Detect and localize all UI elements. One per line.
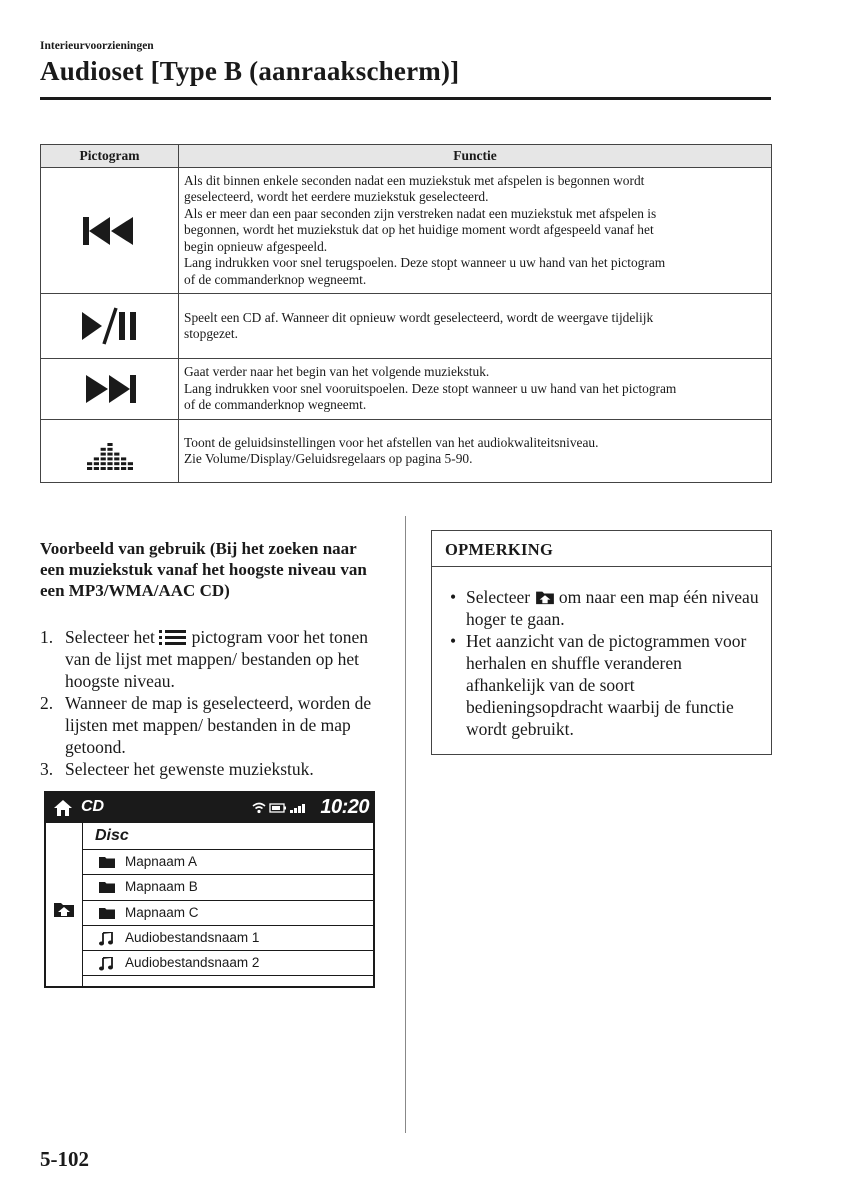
- function-line: of de commanderknop wegneemt.: [184, 271, 367, 287]
- signal-icon: [290, 804, 305, 813]
- function-line: Speelt een CD af. Wanneer dit opnieuw wordt geselecteerd, wordt de weergave tijdelijk: [184, 309, 654, 325]
- step-number: 1.: [40, 627, 54, 647]
- steps-list: [40, 626, 380, 780]
- source-label: CD: [81, 798, 105, 815]
- table-row: [41, 420, 772, 483]
- list-item[interactable]: [83, 901, 373, 926]
- screen-file-list: [83, 823, 373, 986]
- function-line: geselecteerd, wordt het eerdere muziekstuk geselecteerd.: [184, 189, 489, 205]
- function-line: Gaat verder naar het begin van het volgende muziekstuk.: [184, 364, 490, 380]
- note-list: [432, 567, 771, 740]
- column-header-functie: Functie: [179, 145, 772, 168]
- folder-up-icon: [535, 589, 555, 605]
- status-icons: [252, 802, 310, 814]
- function-line: begonnen, wordt het muziekstuk dat op het huidige moment wordt afgespeeld vanaf het: [184, 222, 654, 238]
- note-text: Selecteer: [466, 587, 531, 607]
- list-item: [40, 626, 380, 692]
- bullet: •: [450, 631, 457, 651]
- function-line: Als dit binnen enkele seconden nadat een muziekstuk met afspelen is begonnen wordt: [184, 172, 645, 188]
- step-number: 3.: [40, 759, 54, 779]
- music-note-icon: [99, 932, 113, 946]
- page-number: 5-102: [40, 1147, 89, 1171]
- note-box: [431, 530, 772, 755]
- previous-track-icon: [82, 214, 138, 248]
- function-table: [40, 144, 772, 483]
- step-text: Selecteer het gewenste muziekstuk.: [65, 759, 314, 779]
- table-header-row: [41, 145, 772, 168]
- folder-icon: [99, 907, 115, 919]
- example-heading: Voorbeeld van gebruik (Bij het zoeken naar een muziekstuk vanaf het hoogste niveau van een MP3/WMA/AAC CD): [40, 539, 367, 600]
- folder-up-icon[interactable]: [53, 900, 75, 918]
- section-label: Interieurvoorzieningen: [40, 40, 154, 52]
- clock: 10:20: [320, 796, 369, 818]
- home-icon[interactable]: [53, 799, 73, 817]
- step-text: pictogram voor het tonen van de lijst met mappen/ bestanden op het hoogste niveau.: [65, 627, 369, 691]
- folder-icon: [99, 881, 115, 893]
- table-row: [41, 294, 772, 359]
- item-label: Mapnaam B: [125, 879, 198, 895]
- list-item: [432, 630, 771, 740]
- title-rule: [40, 97, 771, 100]
- music-note-icon: [99, 957, 113, 971]
- list-item-empty: [83, 976, 373, 1001]
- note-title: OPMERKING: [432, 531, 771, 567]
- disc-label: Disc: [95, 827, 129, 844]
- folder-icon: [99, 856, 115, 868]
- list-icon: [159, 629, 187, 645]
- item-label: Mapnaam C: [125, 904, 199, 920]
- function-line: Zie Volume/Display/Geluidsregelaars op pagina 5-90.: [184, 451, 473, 466]
- note-text: Het aanzicht van de pictogrammen voor herhalen en shuffle veranderen afhankelijk van de soort bedieningsopdracht waarbij de functie wordt gebruikt.: [466, 631, 747, 739]
- list-item[interactable]: [83, 875, 373, 900]
- function-line: Lang indrukken voor snel terugspoelen. Deze stopt wanneer u uw hand van het pictogram: [184, 255, 666, 271]
- function-line: of de commanderknop wegneemt.: [184, 397, 367, 413]
- item-label: Audiobestandsnaam 1: [125, 929, 260, 945]
- item-label: Audiobestandsnaam 2: [125, 955, 260, 971]
- function-line: begin opnieuw afgespeeld.: [184, 238, 328, 254]
- cd-screen-illustration: [44, 791, 375, 988]
- step-text: Wanneer de map is geselecteerd, worden de lijsten met mappen/ bestanden in de map getoond.: [65, 693, 372, 757]
- function-line: Toont de geluidsinstellingen voor het afstellen van het audiokwaliteitsniveau.: [184, 434, 599, 450]
- function-line: Lang indrukken voor snel vooruitspoelen. Deze stopt wanneer u uw hand van het pictogram: [184, 380, 677, 396]
- battery-icon: [270, 804, 286, 812]
- screen-header: [46, 793, 373, 823]
- list-item[interactable]: [83, 850, 373, 875]
- step-text: Selecteer het: [65, 627, 155, 647]
- wifi-icon: [253, 804, 265, 814]
- list-item[interactable]: [83, 926, 373, 951]
- next-track-icon: [82, 372, 138, 406]
- column-divider: [405, 516, 406, 1133]
- step-number: 2.: [40, 693, 54, 713]
- list-item: [40, 758, 380, 780]
- sound-settings-icon: [86, 430, 134, 472]
- page-title: Audioset [Type B (aanraakscherm)]: [40, 56, 460, 86]
- column-header-pictogram: Pictogram: [41, 145, 179, 168]
- list-heading: [83, 823, 373, 850]
- play-pause-icon: [79, 306, 141, 346]
- note-text: om naar een map één niveau hoger te gaan.: [466, 587, 759, 629]
- table-row: [41, 359, 772, 420]
- function-line: stopgezet.: [184, 326, 238, 341]
- list-item: [40, 692, 380, 758]
- table-row: [41, 168, 772, 294]
- screen-sidebar: [46, 823, 83, 986]
- bullet: •: [450, 587, 457, 607]
- list-item[interactable]: [83, 951, 373, 976]
- list-item: [432, 586, 771, 630]
- function-line: Als er meer dan een paar seconden zijn verstreken nadat een muziekstuk met afspelen is: [184, 205, 657, 221]
- item-label: Mapnaam A: [125, 854, 198, 869]
